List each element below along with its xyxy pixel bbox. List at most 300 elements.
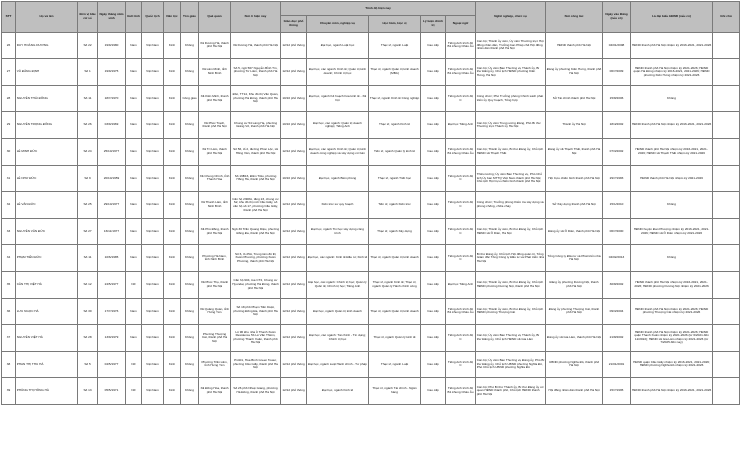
row-note [713, 271, 740, 298]
row-religion: Công giáo [181, 85, 199, 112]
row-religion: Không [181, 271, 199, 298]
row-profession: Đại học, ngành Luật học [307, 32, 369, 59]
row-name: NGUYỄN TRỌNG ĐÔNG [16, 112, 78, 139]
row-religion: Không [181, 192, 199, 219]
header-residence: Nơi ở hiện nay [231, 2, 281, 33]
row-workplace: Đảng ủy xã Gia Lâm, thành phố Hà Nội [546, 325, 603, 352]
row-nationality: Việt Nam [142, 192, 164, 219]
row-nationality: Việt Nam [142, 351, 164, 378]
row-degree: Thạc sĩ, ngành Xây dựng [369, 218, 421, 245]
row-political-theory: Cao cấp [421, 245, 446, 272]
row-general-edu: 12/12 phổ thông [281, 298, 307, 325]
row-nationality: Việt Nam [142, 298, 164, 325]
row-nationality: Việt Nam [142, 138, 164, 165]
row-stt: 37 [2, 325, 16, 352]
row-name: DUY HOÀNG DƯƠNG [16, 32, 78, 59]
row-note [713, 59, 740, 86]
row-general-edu: 12/12 phổ thông [281, 351, 307, 378]
row-degree: Tiến sĩ, ngành Kiến trúc [369, 192, 421, 219]
row-residence: Số 6, lô 25A, Trung tâm đô thị Xuân Phương, phường Xuân Phương, thành phố Hà Nội [231, 245, 281, 272]
row-hometown: Xã Đồng Hòa, thành phố Hà Nội [199, 378, 231, 405]
header-profession: Chuyên môn, nghiệp vụ [307, 15, 369, 32]
row-stt: 34 [2, 245, 16, 272]
row-language: Tiếng Anh trình độ C [446, 165, 476, 192]
row-deputy: Không [631, 85, 713, 112]
row-language: Đại học Tiếng Anh [446, 112, 476, 139]
row-note [713, 245, 740, 272]
row-party-date: 21/01/2001 [603, 351, 631, 378]
row-profession: Đại học, các ngành: Chính trị học; Quản lý Quốc tế; Chính trị học; Tiếng Anh [307, 271, 369, 298]
row-ethnicity: Kinh [164, 218, 181, 245]
row-occupation: Thiếu tướng; Ủy viên Ban Thường vụ, Phó Chủ tịch Ủy ban MTTQ Việt Nam thành phố Hà Nội; Chủ tịch Hội Cựu chiến binh thành phố Hà Nội [476, 165, 546, 192]
row-language: Đại học Tiếng Anh [446, 271, 476, 298]
row-party-date: 06/7/2009 [603, 59, 631, 86]
row-dob: 05/5/1971 [98, 378, 126, 405]
row-residence: Ngõ 30 Trần Quang Diệu, phường Đống Đa, thành phố Hà Nội [231, 218, 281, 245]
row-ethnicity: Kinh [164, 325, 181, 352]
row-sex: Nam [126, 245, 142, 272]
table-row [2, 165, 740, 192]
row-degree: Thạc sĩ, ngành Quản lý kinh tế [369, 325, 421, 352]
row-party-date: 06/7/2000 [603, 218, 631, 245]
row-language: Tiếng Anh trình độ B1 khung Châu Âu [446, 298, 476, 325]
row-occupation: Cán bộ; Thành ủy viên, Bí thư Đảng ủy, Chủ tịch HĐND phường Thượng Cát [476, 298, 546, 325]
row-residence: Chung cư 54 Láng Hạ, phường Giảng Võ, thành phố Hà Nội [231, 112, 281, 139]
row-profession: Đại học, ngành Kế hoạch hóa kinh tế - Xã hội [307, 85, 369, 112]
row-ethnicity: Kinh [164, 378, 181, 405]
row-political-theory: Cao cấp [421, 85, 446, 112]
row-ethnicity: Kinh [164, 192, 181, 219]
row-sex: Nữ [126, 378, 142, 405]
row-hometown: Xã Lâm Minh, tỉnh Ninh Bình [199, 59, 231, 86]
table-row [2, 245, 740, 272]
header-name: Họ và tên [16, 2, 78, 33]
row-note [713, 378, 740, 405]
row-religion: Không [181, 165, 199, 192]
row-stt: 32 [2, 192, 16, 219]
header-dob: Ngày tháng năm sinh [98, 2, 126, 33]
row-residence: Đốc, TT14, Khu đô thị Văn Quán, phường Hà Đông, thành phố Hà Nội [231, 85, 281, 112]
row-unit: Số 12 [78, 271, 98, 298]
row-stt: 28 [2, 85, 16, 112]
row-dob: 04/5/1977 [98, 351, 126, 378]
header-hometown: Quê quán [199, 2, 231, 33]
header-education-group: Trình độ hiện nay [281, 2, 476, 16]
row-ethnicity: Kinh [164, 138, 181, 165]
row-nationality: Việt Nam [142, 378, 164, 405]
row-residence: P1401, Hòa Bình Green Tower, phường Cầu Giấy, thành phố Hà Nội [231, 351, 281, 378]
row-unit: Số 9 [78, 165, 98, 192]
header-political-theory: Lý luận chính trị [421, 15, 446, 32]
row-stt: 33 [2, 218, 16, 245]
row-unit: Số 27 [78, 218, 98, 245]
row-dob: 19/9/1980 [98, 32, 126, 59]
row-hometown: Xã Phúc Trạch, thành phố Hà Nội [199, 112, 231, 139]
row-unit: Số 11 [78, 245, 98, 272]
row-note [713, 325, 740, 352]
row-ethnicity: Kinh [164, 165, 181, 192]
row-religion: Không [181, 325, 199, 352]
row-name: NGUYỄN VĂN ĐỨC [16, 218, 78, 245]
row-language: Tiếng Anh trình độ C [446, 245, 476, 272]
row-profession: Đại học, các ngành: Kinh tế; Quản trị kinh doanh; Chính trị học [307, 59, 369, 86]
candidate-table [1, 1, 740, 405]
row-general-edu: 12/12 phổ thông [281, 218, 307, 245]
row-note [713, 85, 740, 112]
row-degree: Thạc sĩ, ngành Kinh tế [369, 112, 421, 139]
row-occupation: Cán bộ; Phó Bí thư Thành ủy, Bí thư Đảng ủy cơ quan HĐND thành phố, Chủ tịch HĐND thành phố Hà Nội [476, 378, 546, 405]
row-workplace: UBND phường Nghĩa Đô, thành phố Hà Nội [546, 351, 603, 378]
row-sex: Nam [126, 298, 142, 325]
row-note [713, 351, 740, 378]
row-hometown: Xã Phú Đồng, thành phố Hà Nội [199, 218, 231, 245]
row-unit: Số 25 [78, 192, 98, 219]
row-profession: Đại học, các ngành: Quản trị doanh nghiệp; Tiếng Anh [307, 112, 369, 139]
row-hometown: Phường Thượng Cát, thành phố Hà Nội [199, 325, 231, 352]
row-degree: Thạc sĩ, ngành Luật [369, 351, 421, 378]
table-row [2, 218, 740, 245]
row-sex: Nam [126, 165, 142, 192]
row-profession: Đại học, các ngành: Kinh tế; Quản trị kinh doanh công nghiệp và xây dựng cơ bản [307, 138, 369, 165]
row-political-theory: Cao cấp [421, 138, 446, 165]
row-party-date: 29/7/1983 [603, 165, 631, 192]
row-dob: 10/6/1985 [98, 245, 126, 272]
row-nationality: Việt Nam [142, 32, 164, 59]
row-party-date: 15/8/2006 [603, 85, 631, 112]
row-political-theory: Cao cấp [421, 325, 446, 352]
row-political-theory: Cao cấp [421, 165, 446, 192]
row-ethnicity: Kinh [164, 245, 181, 272]
row-dob: 29/10/1977 [98, 192, 126, 219]
row-name: LÊ VĂN ĐỨC [16, 192, 78, 219]
row-unit: Số 30 [78, 298, 98, 325]
row-unit: Số 11 [78, 85, 98, 112]
row-dob: 18/7/1970 [98, 85, 126, 112]
row-deputy: Không [631, 192, 713, 219]
row-general-edu: 10/10 phổ thông [281, 85, 307, 112]
header-occupation: Nghề nghiệp, chức vụ [476, 2, 546, 33]
row-nationality: Việt Nam [142, 245, 164, 272]
row-name: LƯU NGỌC HÀ [16, 298, 78, 325]
header-party-date: Ngày vào Đảng (nếu có) [603, 2, 631, 33]
row-residence: Số 18 phố Phạm Tiến Duật, phường Đống Đa, thành phố Hà Nội [231, 298, 281, 325]
header-language: Ngoại ngữ [446, 15, 476, 32]
row-political-theory: Cao cấp [421, 112, 446, 139]
row-hometown: Xã Dương Hà, thành phố Hà Nội [199, 32, 231, 59]
header-workplace: Nơi công tác [546, 2, 603, 33]
table-row [2, 298, 740, 325]
row-nationality: Việt Nam [142, 112, 164, 139]
row-general-edu: 12/12 phổ thông [281, 245, 307, 272]
row-degree: Thạc sĩ, ngành Kinh tế; Thạc sĩ, ngành Quản lý Hành chính công [369, 271, 421, 298]
row-unit: Số 5 [78, 351, 98, 378]
row-degree: Thạc sĩ, ngành Triết học [369, 165, 421, 192]
row-nationality: Việt Nam [142, 218, 164, 245]
row-deputy: HĐND thành phố Hà Nội nhiệm kỳ 2021-2026 [631, 165, 713, 192]
row-religion: Không [181, 378, 199, 405]
row-dob: 25/10/1977 [98, 138, 126, 165]
row-sex: Nam [126, 325, 142, 352]
row-stt: 30 [2, 138, 16, 165]
row-religion: Không [181, 138, 199, 165]
table-row [2, 192, 740, 219]
row-occupation: Công chức; Phó Trưởng phòng Chính sách phát triển ủy Quy hoạch, Tổng hợp [476, 85, 546, 112]
row-name: PHÙNG THỊ HỒNG HÀ [16, 378, 78, 405]
row-general-edu: 12/12 phổ thông [281, 378, 307, 405]
row-residence: Số 26 phố Nhuệ Giang, phường Hà Đông, thành phố Hà Nội [231, 378, 281, 405]
row-residence: Số 19B16, Đầm Trấu, phường Hồng Hà, thành phố Hà Nội [231, 165, 281, 192]
row-note [713, 192, 740, 219]
row-hometown: Phường Trần Lãm, tỉnh Hưng Yên [199, 351, 231, 378]
row-occupation: Cán bộ; Ủy viên Trung ương Đảng, Phó Bí thư Thường trực Thành ủy Hà Nội [476, 112, 546, 139]
row-workplace: Đảng ủy phường Dương Nội, thành phố Hà Nội [546, 271, 603, 298]
row-ethnicity: Kinh [164, 32, 181, 59]
row-general-edu: 12/12 phổ thông [281, 138, 307, 165]
row-general-edu: 12/12 phổ thông [281, 32, 307, 59]
row-note [713, 32, 740, 59]
row-unit: Số 26 [78, 112, 98, 139]
row-nationality: Việt Nam [142, 85, 164, 112]
row-religion: Không [181, 112, 199, 139]
row-ethnicity: Kinh [164, 351, 181, 378]
row-occupation: Cán bộ; Thành ủy viên, Ủy viên Thường trực Hội đồng nhân dân, Trưởng ban Pháp chế Hội đồng nhân dân thành phố Hà Nội [476, 32, 546, 59]
row-residence: Lô 96 khu nhà ở Thanh Xuân Residence 5b Lê Văn Thiêm, phường Thanh Xuân, thành phố Hà Nội [231, 325, 281, 352]
row-name: PHAN THỊ THU HÀ [16, 351, 78, 378]
row-language: Tiếng Anh trình độ C [446, 351, 476, 378]
row-language: Tiếng Anh trình độ B1 khung Châu Âu [446, 59, 476, 86]
row-general-edu: 12/12 phổ thông [281, 325, 307, 352]
row-nationality: Việt Nam [142, 271, 164, 298]
row-sex: Nam [126, 32, 142, 59]
row-hometown: Xã Trí Lâm, thành phố Hà Nội [199, 138, 231, 165]
row-hometown: Xã Quảng Quán, tỉnh Hưng Yên [199, 298, 231, 325]
row-sex: Nam [126, 138, 142, 165]
row-deputy: HĐND quận Cầu Giấy nhiệm kỳ 2016-2021, 2021-2026; HĐND phường Nghĩa Đô nhiệm kỳ 2021-2026 [631, 351, 713, 378]
row-name: NGUYỄN THÁI ĐÔNG [16, 85, 78, 112]
row-party-date: 04/01/2008 [603, 32, 631, 59]
header-ethnicity: Dân tộc [164, 2, 181, 33]
header-stt: STT [2, 2, 16, 33]
row-unit: Số 24 [78, 138, 98, 165]
row-stt: 27 [2, 59, 16, 86]
row-political-theory: Cao cấp [421, 59, 446, 86]
row-workplace: Sở Tài chính thành phố Hà Nội [546, 85, 603, 112]
row-degree: Thạc sĩ, ngành Quản trị kinh doanh (MBA) [369, 59, 421, 86]
row-deputy: HĐND thành phố Hà Nội nhiệm kỳ 2021-2026; HĐND quận Hà Đông nhiệm kỳ 2016-2021, 2021-2026; HĐND phường Kiến Hưng nhiệm kỳ 2021-2026 [631, 59, 713, 86]
row-name: VŨ ĐĂNG ĐỊNH [16, 59, 78, 86]
row-deputy: HĐND thành phố Hà Nội nhiệm kỳ 2016-2021, 2021-2026; HĐND phường Dương Nội nhiệm kỳ 2021-2026 [631, 271, 713, 298]
row-general-edu: 12/12 phổ thông [281, 271, 307, 298]
row-religion: Không [181, 218, 199, 245]
row-language: Tiếng Anh trình độ C [446, 325, 476, 352]
row-stt: 29 [2, 112, 16, 139]
row-degree: Thạc sĩ, ngành Kinh tế Công nghiệp [369, 85, 421, 112]
header-deputy: Là đại biểu HĐND (nếu có) [631, 2, 713, 33]
row-religion: Không [181, 32, 199, 59]
row-party-date: 09/3/2004 [603, 298, 631, 325]
row-stt: 38 [2, 351, 16, 378]
row-deputy: HĐND thành phố Hà Nội nhiệm kỳ 2016-2021, 2021-2026; HĐND xã Thạch Thất nhiệm kỳ 2021-2026 [631, 138, 713, 165]
row-party-date: 18/4/2002 [603, 112, 631, 139]
table-row [2, 325, 740, 352]
row-occupation: Cán bộ; Thành ủy viên, Bí thư Đảng ủy, Chủ tịch HĐND xã Ô Diên, Hà Nội [476, 218, 546, 245]
row-hometown: Phường Hà Nam, tỉnh Ninh Bình [199, 245, 231, 272]
row-ethnicity: Kinh [164, 85, 181, 112]
row-stt: 26 [2, 32, 16, 59]
row-party-date: 15/1/2010 [603, 192, 631, 219]
table-row [2, 59, 740, 86]
row-residence: Số 56, tổ 2, đường Phúc Lộc, xã Hồng Vân, thành phố Hà Nội [231, 138, 281, 165]
row-residence: Xã Dương Hà, thành phố Hà Nội [231, 32, 281, 59]
row-note [713, 165, 740, 192]
table-row [2, 32, 740, 59]
row-deputy: Không [631, 245, 713, 272]
row-residence: Số 5, ngõ 567 Nguyễn Bỉnh Tín, phường Từ Liêm, thành phố Hà Nội [231, 59, 281, 86]
row-workplace: HĐND thành phố Hà Nội [546, 32, 603, 59]
row-dob: 03/9/1969 [98, 112, 126, 139]
row-workplace: Đảng ủy xã Ô Diên, thành phố Hà Nội [546, 218, 603, 245]
row-political-theory: Cao cấp [421, 218, 446, 245]
row-note [713, 298, 740, 325]
row-name: LÊ MINH ĐỨC [16, 138, 78, 165]
row-name: PHẠM TIẾN ĐỨC [16, 245, 78, 272]
row-political-theory: Cao cấp [421, 271, 446, 298]
row-degree: Thạc sĩ, ngành Tài chính - Ngân hàng [369, 378, 421, 405]
header-sex: Giới tính [126, 2, 142, 33]
row-political-theory: Cao cấp [421, 32, 446, 59]
row-language: Tiếng Anh trình độ C [446, 192, 476, 219]
row-political-theory: Cao cấp [421, 378, 446, 405]
row-profession: Đại học, ngành Tin học xây dựng công trình [307, 218, 369, 245]
row-party-date: 21/8/2002 [603, 325, 631, 352]
row-degree: Thạc sĩ, ngành Quản trị kinh doanh [369, 245, 421, 272]
row-occupation: Bí thư Đảng ủy, Chủ tịch Hội đồng quản trị, Tổng Giám đốc Tổng Công ty Đầu tư và Phát triển nhà Hà Nội [476, 245, 546, 272]
row-sex: Nam [126, 59, 142, 86]
row-sex: Nam [126, 85, 142, 112]
row-occupation: Cán bộ; Ủy viên Ban Thường vụ Đảng ủy, Phó Bí thư Đảng ủy, Chủ tịch UBND phường Nghĩa Đô, Phó Chủ tịch UBND phường Nghĩa Đô [476, 351, 546, 378]
row-deputy: HĐND thành phố Hà Nội nhiệm kỳ 2016-2021, 2021-2026 [631, 32, 713, 59]
row-sex: Nam [126, 192, 142, 219]
row-sex: Nữ [126, 271, 142, 298]
row-workplace: Thành ủy Hà Nội [546, 112, 603, 139]
row-profession: Đại học, ngành Kinh tế [307, 378, 369, 405]
row-religion: Không [181, 59, 199, 86]
header-nationality: Quốc tịch [142, 2, 164, 33]
table-row [2, 85, 740, 112]
row-stt: 36 [2, 298, 16, 325]
row-ethnicity: Kinh [164, 271, 181, 298]
row-political-theory: Cao cấp [421, 192, 446, 219]
row-nationality: Việt Nam [142, 59, 164, 86]
row-language: Tiếng Anh trình độ C [446, 218, 476, 245]
row-religion: Không [181, 298, 199, 325]
row-occupation: Công chức; Trưởng phòng Kiểm tra xây dựng và phòng chống, chữa cháy [476, 192, 546, 219]
row-religion: Không [181, 351, 199, 378]
row-workplace: Đảng ủy phường Thượng Cát, thành phố Hà Nội [546, 298, 603, 325]
row-profession: Đại học, ngành Quản trị kinh doanh [307, 298, 369, 325]
row-dob: 19/9/1975 [98, 59, 126, 86]
table-row [2, 138, 740, 165]
header-religion: Tôn giáo [181, 2, 199, 33]
row-deputy: HĐND thành phố Hà Nội nhiệm kỳ 2021-2026; HĐND phường Thượng Cát nhiệm kỳ 2021-2026 [631, 298, 713, 325]
row-hometown: Xã Thanh Lâm, tỉnh Ninh Bình [199, 192, 231, 219]
row-unit: Số 13 [78, 378, 98, 405]
row-occupation: Cán bộ; Ủy viên Ban Thường vụ Thành ủy, Bí thư Đảng ủy, Chủ tịch HĐND xã Gia Lâm [476, 325, 546, 352]
row-unit: Số 22 [78, 32, 98, 59]
row-profession: Đại học, ngành Luật Hành chính - Tư pháp [307, 351, 369, 378]
row-unit: Số 1 [78, 59, 98, 86]
table-row [2, 378, 740, 405]
row-deputy: HĐND thành phố Hà Nội nhiệm kỳ 2021-2026; HĐND quận Thanh Xuân nhiệm kỳ 2021-2026 (từ 6/2021 đến 12/2022); HĐND xã Gia Lâm nhiệm kỳ 2021-2026 (từ 7/2025 đến nay) [631, 325, 713, 352]
row-hometown: Xã Chung Chính, tỉnh Thanh Hóa [199, 165, 231, 192]
row-name: CẦN THỊ VIỆT HÀ [16, 271, 78, 298]
row-party-date: 30/8/2002 [603, 271, 631, 298]
row-profession: Đại học, ngành Biên phòng [307, 165, 369, 192]
table-row [2, 271, 740, 298]
header-degree: Học hàm, Học vị [369, 15, 421, 32]
row-occupation: Cán bộ; Thành ủy viên, Bí thư Đảng ủy, Chủ tịch HĐND xã Thạch Thất [476, 138, 546, 165]
row-degree: Tiến sĩ, ngành Quản lý kinh tế [369, 138, 421, 165]
row-general-edu: 12/12 phổ thông [281, 192, 307, 219]
row-workplace: Đảng ủy xã Thạch Thất, thành phố Hà Nội [546, 138, 603, 165]
row-stt: 39 [2, 378, 16, 405]
row-name: NGUYỄN VIỆT HÀ [16, 325, 78, 352]
row-note [713, 112, 740, 139]
row-residence: Căn hộ 904, tòa CT2, Chung cư Hyundai, phường Hà Đông, thành phố Hà Nội [231, 271, 281, 298]
row-unit: Số 28 [78, 325, 98, 352]
row-note [713, 218, 740, 245]
row-ethnicity: Kinh [164, 59, 181, 86]
row-general-edu: 12/12 phổ thông [281, 59, 307, 86]
row-language: Tiếng Anh trình độ B1 khung Châu Âu [446, 138, 476, 165]
row-stt: 31 [2, 165, 16, 192]
row-degree: Thạc sĩ, ngành Quản trị kinh doanh [369, 298, 421, 325]
row-name: LÊ NHƯ ĐỨC [16, 165, 78, 192]
row-dob: 13/9/1979 [98, 325, 126, 352]
row-occupation: Cán bộ; Thành ủy viên, Bí thư Đảng ủy, Chủ tịch HĐND phường Dương Nội, thành phố Hà Nội [476, 271, 546, 298]
row-dob: 20/10/1959 [98, 165, 126, 192]
row-deputy: HĐND thành phố Hà Nội nhiệm kỳ 2016-2021, 2021-2026 [631, 378, 713, 405]
row-stt: 35 [2, 271, 16, 298]
row-deputy: HĐND thành phố Hà Nội nhiệm kỳ 2016-2021, 2021-2026 [631, 112, 713, 139]
row-occupation: Cán bộ; Ủy viên Ban Thường vụ Thành ủy, Bí thư Đảng ủy, Chủ tịch HĐND phường Kiến Hưng, Hà Nội [476, 59, 546, 86]
row-language: Tiếng Anh trình độ B1 khung Châu Âu [446, 378, 476, 405]
row-language: Tiếng Anh trình độ B1 khung Châu Âu [446, 32, 476, 59]
header-note: Ghi chú [713, 2, 740, 33]
row-deputy: HĐND huyện Đan Phượng nhiệm kỳ 2016-2021, 2021-2026; HĐND xã Ô Diên nhiệm kỳ 2021-2026 [631, 218, 713, 245]
row-sex: Nam [126, 112, 142, 139]
row-profession: Đại học, các ngành: Tài chính - Tín dụng; Chính trị học [307, 325, 369, 352]
row-hometown: Xã Phúc Thọ, thành phố Hà Nội [199, 271, 231, 298]
row-workplace: Hội Cựu chiến binh thành phố Hà Nội [546, 165, 603, 192]
row-dob: 16/11/1977 [98, 218, 126, 245]
row-political-theory: Cao cấp [421, 298, 446, 325]
row-dob: 24/5/1977 [98, 271, 126, 298]
row-profession: Kiến trúc sư quy hoạch [307, 192, 369, 219]
table-row [2, 112, 740, 139]
row-party-date: 07/3/2002 [603, 138, 631, 165]
row-nationality: Việt Nam [142, 325, 164, 352]
row-workplace: Sở Xây dựng thành phố Hà Nội [546, 192, 603, 219]
row-residence: Căn hộ 2308A, tầng 23, chung cư S2, khu đô thị mới Cầu Giấy, số căn hộ số 17, phường Cầu Giấy, thành phố Hà Nội [231, 192, 281, 219]
table-row [2, 351, 740, 378]
row-ethnicity: Kinh [164, 298, 181, 325]
row-workplace: Tổng Công ty Đầu tư và Phát triển nhà Hà Nội [546, 245, 603, 272]
row-language: Tiếng Anh trình độ C [446, 85, 476, 112]
row-ethnicity: Kinh [164, 112, 181, 139]
row-sex: Nam [126, 218, 142, 245]
row-workplace: Đảng ủy phường Kiến Hưng, thành phố Hà Nội [546, 59, 603, 86]
